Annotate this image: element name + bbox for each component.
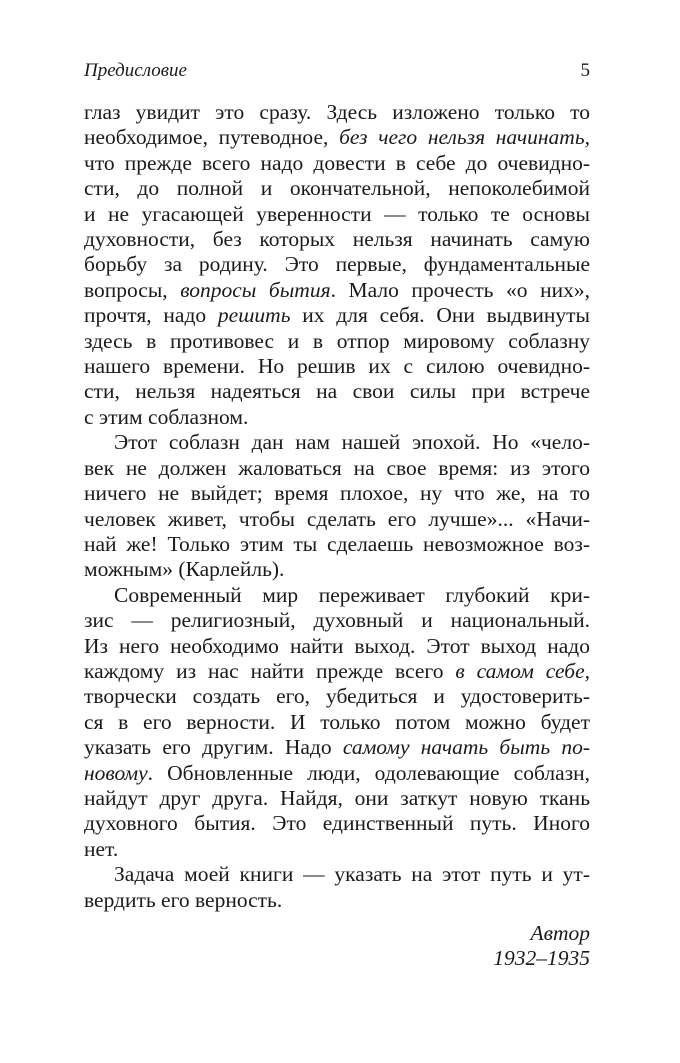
text-line bbox=[84, 303, 590, 328]
text-run: духовности, без которых нельзя начинать самую bbox=[84, 227, 590, 252]
text-run: . Обновленные люди, одолевающие соблазн, bbox=[147, 760, 590, 785]
text-line bbox=[84, 202, 590, 227]
emphasis-text: в самом себе, bbox=[455, 658, 590, 683]
book-page bbox=[84, 58, 590, 972]
text-line bbox=[84, 405, 590, 430]
text-line bbox=[84, 532, 590, 557]
text-run: каждому из нас найти прежде всего bbox=[84, 658, 456, 683]
text-line bbox=[84, 837, 590, 862]
text-run: Этот соблазн дан нам нашей эпохой. Но «чело- bbox=[114, 430, 590, 455]
text-line bbox=[84, 100, 590, 125]
text-line bbox=[84, 151, 590, 176]
paragraph bbox=[84, 583, 590, 862]
text-run: най же! Только этим ты сделаешь невозможное воз- bbox=[84, 531, 590, 556]
emphasis-text: самому начать быть по- bbox=[342, 735, 590, 760]
text-run: их для себя. Они выдвинуты bbox=[290, 303, 590, 328]
signature-author: Автор bbox=[530, 921, 590, 945]
emphasis-text: вопросы бытия bbox=[180, 277, 331, 302]
text-line bbox=[84, 735, 590, 760]
text-line bbox=[84, 456, 590, 481]
paragraph bbox=[84, 430, 590, 582]
text-run: духовного бытия. Это единственный путь. Иного bbox=[84, 811, 590, 836]
text-line bbox=[84, 379, 590, 404]
text-run: глаз увидит это сразу. Здесь изложено только то bbox=[84, 100, 590, 124]
page-number: 5 bbox=[580, 60, 590, 81]
text-run: век не должен жаловаться на свое время: из этого bbox=[84, 455, 590, 480]
text-line bbox=[84, 278, 590, 303]
text-line bbox=[84, 634, 590, 659]
text-run: зис — религиозный, духовный и национальный. bbox=[84, 608, 590, 633]
text-run: можным» (Карлейль). bbox=[84, 557, 285, 582]
paragraph bbox=[84, 862, 590, 913]
text-line bbox=[84, 227, 590, 252]
text-line bbox=[84, 430, 590, 455]
text-line bbox=[84, 329, 590, 354]
text-run: вопросы, bbox=[84, 277, 181, 302]
text-line bbox=[84, 481, 590, 506]
text-run: и не угасающей уверенности — только те основы bbox=[84, 201, 590, 226]
text-line bbox=[84, 125, 590, 150]
text-run: нет. bbox=[84, 836, 119, 861]
emphasis-text: новому bbox=[84, 760, 148, 785]
text-line bbox=[84, 507, 590, 532]
text-run: творчески создать его, убедиться и удостоверить- bbox=[84, 684, 590, 709]
text-line bbox=[84, 862, 590, 887]
text-line bbox=[84, 786, 590, 811]
emphasis-text: без чего нельзя начинать, bbox=[339, 125, 590, 150]
emphasis-text: решить bbox=[217, 303, 291, 328]
text-line bbox=[84, 176, 590, 201]
text-run: ся в его верности. И только потом можно будет bbox=[84, 709, 590, 734]
text-run: Современный мир переживает глубокий кри- bbox=[114, 582, 590, 607]
text-run: здесь в противовес и в отпор мировому соблазну bbox=[84, 328, 590, 353]
paragraph bbox=[84, 100, 590, 430]
text-line bbox=[84, 761, 590, 786]
text-run: борьбу за родину. Это первые, фундаментальные bbox=[84, 252, 590, 277]
text-line bbox=[84, 557, 590, 582]
text-line bbox=[84, 659, 590, 684]
text-run: с этим соблазном. bbox=[84, 404, 249, 429]
text-line bbox=[84, 710, 590, 735]
text-run: указать его другим. Надо bbox=[84, 735, 343, 760]
text-run: сти, до полной и окончательной, непоколебимой bbox=[84, 176, 590, 201]
text-run: сти, нельзя надеяться на свои силы при встрече bbox=[84, 379, 590, 404]
signature-years: 1932–1935 bbox=[493, 946, 590, 971]
text-line bbox=[84, 888, 590, 913]
text-run: что прежде всего надо довести в себе до очевидно- bbox=[84, 150, 590, 175]
text-run: необходимое, путеводное, bbox=[84, 125, 340, 150]
text-run: прочтя, надо bbox=[84, 303, 218, 328]
text-run: ничего не выйдет; время плохое, ну что же, на то bbox=[84, 481, 590, 506]
text-line bbox=[84, 608, 590, 633]
running-head bbox=[84, 58, 590, 84]
text-run: вердить его верность. bbox=[84, 887, 283, 912]
text-run: . Мало прочесть «о них», bbox=[330, 277, 590, 302]
text-run: человек живет, чтобы сделать его лучше»... «Начи- bbox=[84, 506, 590, 531]
text-line bbox=[84, 354, 590, 379]
text-run: найдут друг друга. Найдя, они заткут новую ткань bbox=[84, 785, 590, 810]
text-line bbox=[84, 583, 590, 608]
chapter-title: Предисловие bbox=[84, 60, 187, 81]
body-text bbox=[84, 100, 590, 913]
signature bbox=[84, 921, 590, 972]
text-line bbox=[84, 684, 590, 709]
text-run: нашего времени. Но решив их с силою очевидно- bbox=[84, 354, 590, 379]
text-line bbox=[84, 811, 590, 836]
text-run: Задача моей книги — указать на этот путь и ут- bbox=[114, 862, 590, 887]
text-run: Из него необходимо найти выход. Этот выход надо bbox=[84, 633, 590, 658]
text-line bbox=[84, 252, 590, 277]
